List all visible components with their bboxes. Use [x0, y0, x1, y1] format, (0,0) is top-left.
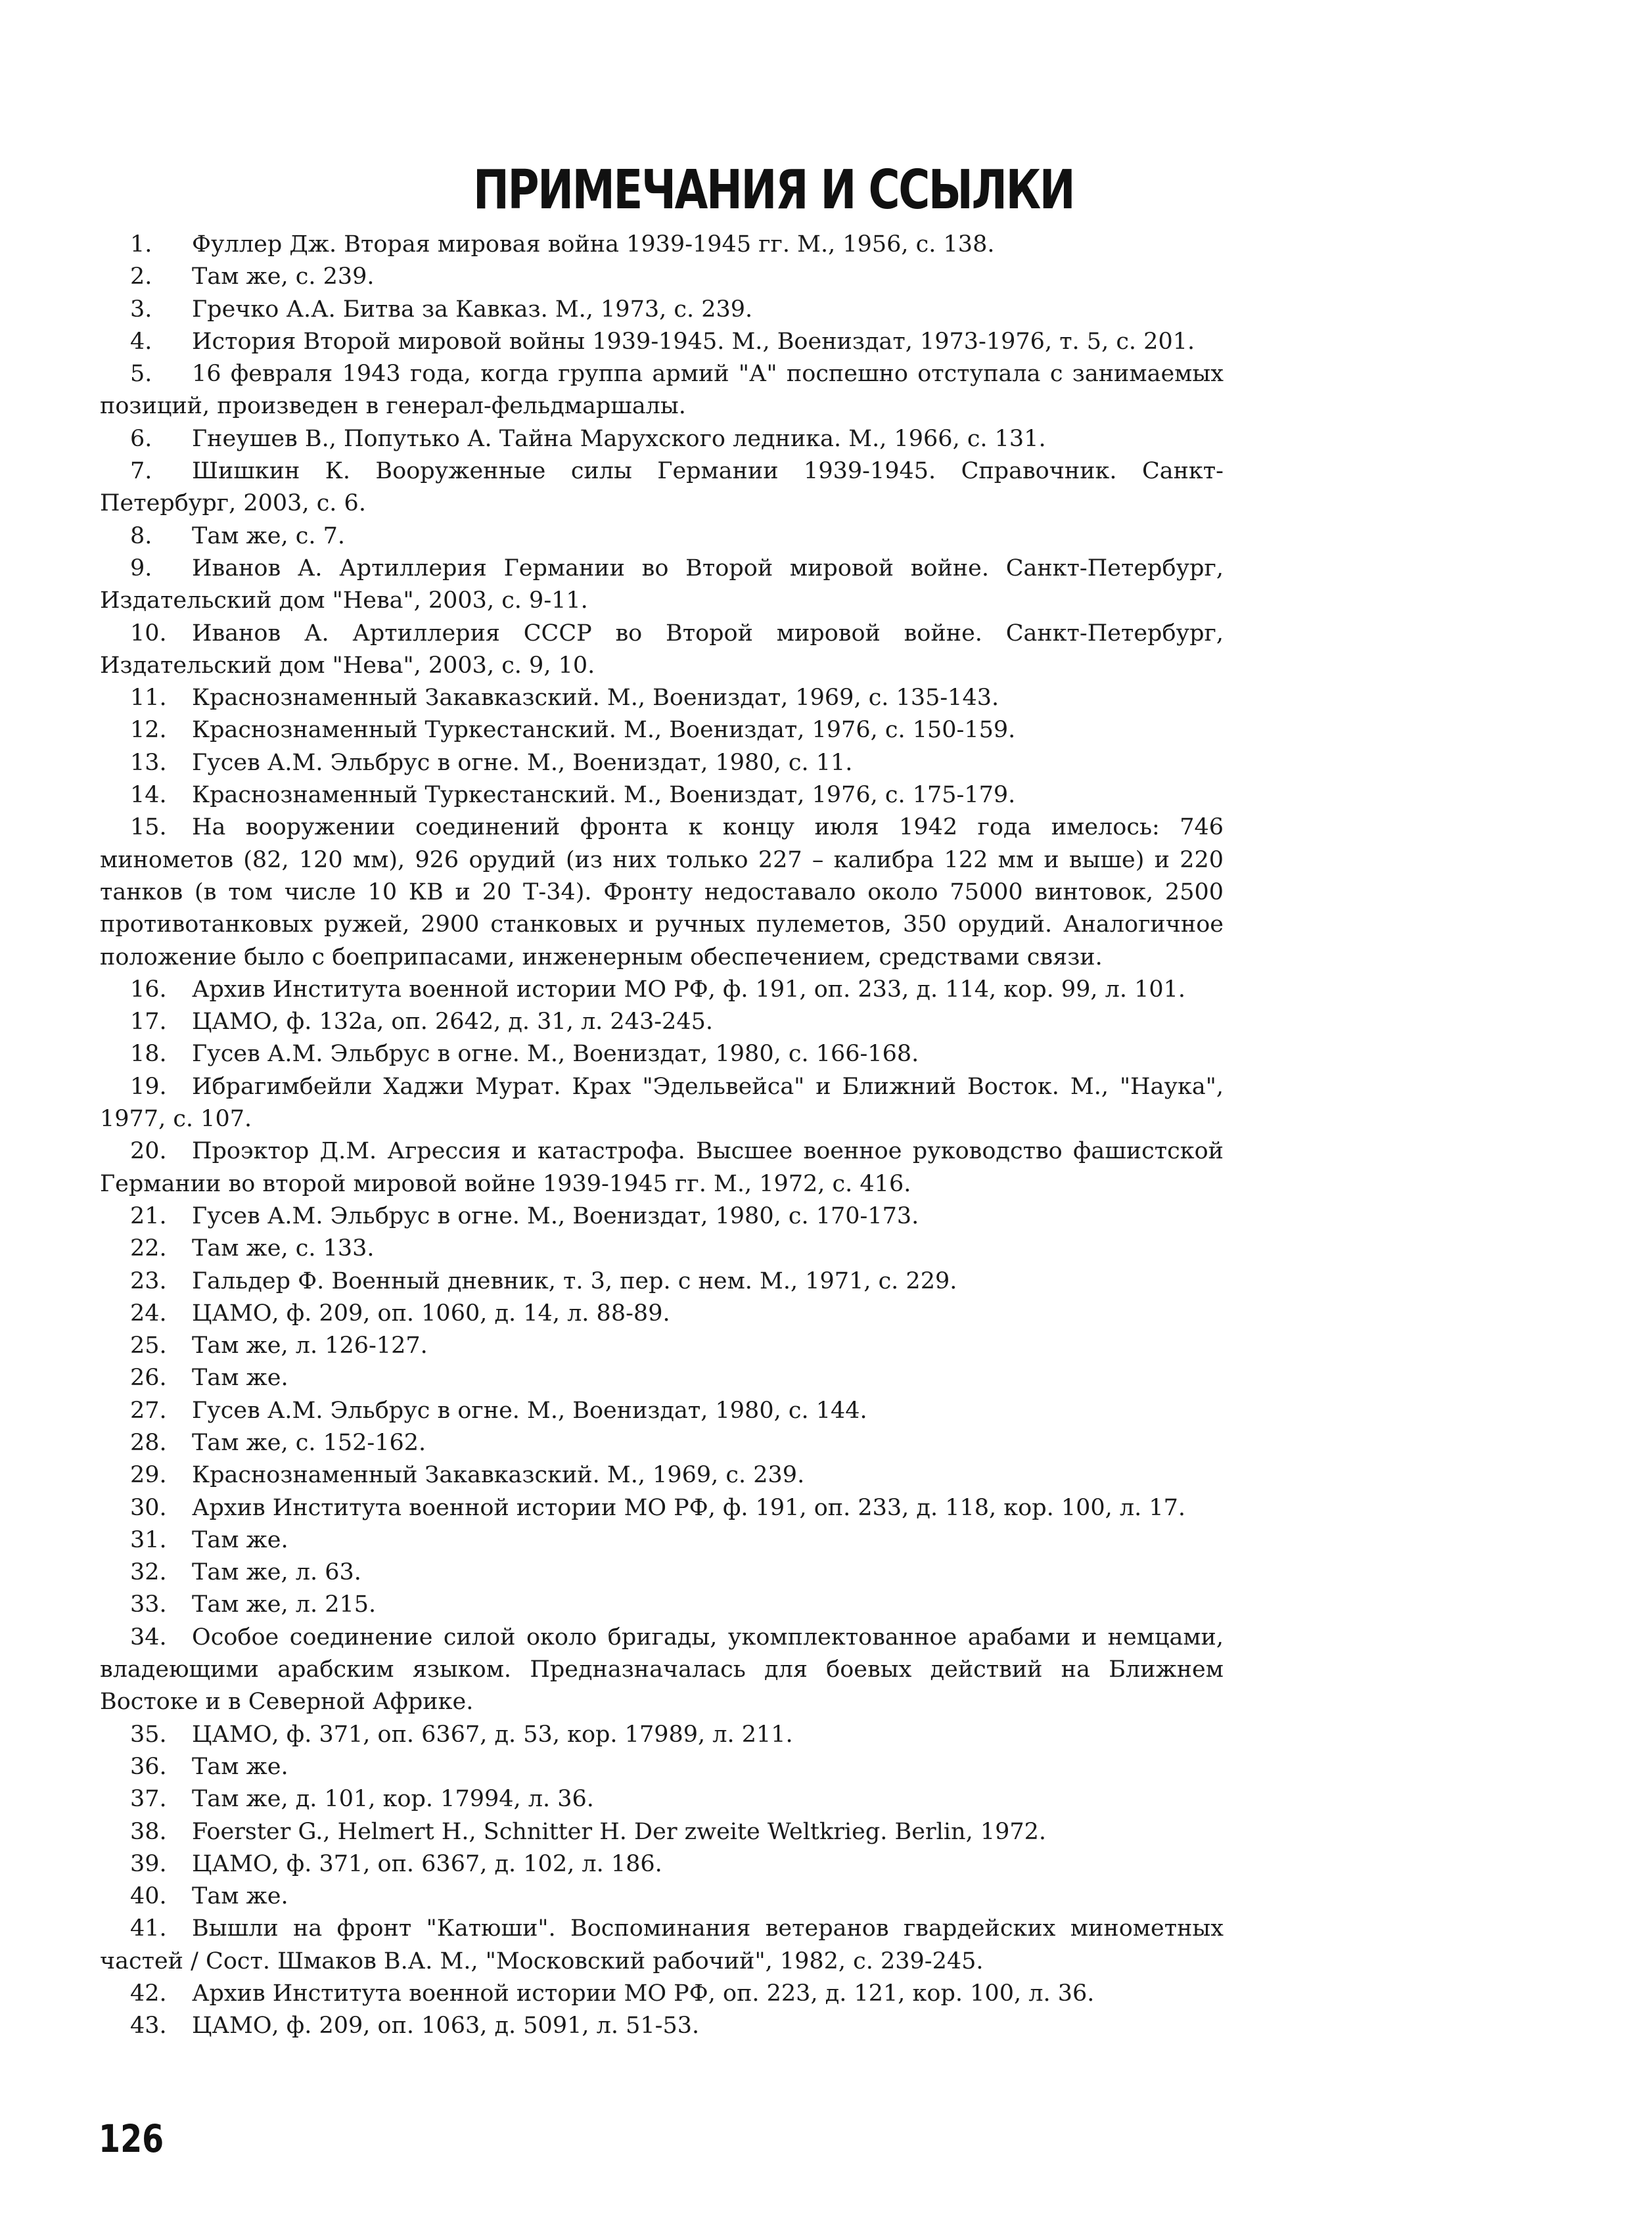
note-item	[100, 1524, 1224, 1557]
note-item	[100, 520, 1224, 553]
note-item	[100, 747, 1224, 779]
note-item	[100, 1913, 1224, 1978]
page-title: ПРИМЕЧАНИЯ И ССЫЛКИ	[473, 159, 1074, 221]
note-number: 27.	[130, 1397, 167, 1424]
note-text: Особое соединение силой около бригады, укомплектованное арабами и немцами, владеющими арабским языком. Предназначалась для боевых действий на Ближнем Востоке и в Северной Африке.	[100, 1624, 1224, 1716]
note-item	[100, 261, 1224, 293]
note-text: Foerster G., Helmert H., Schnitter H. Der zweite Weltkrieg. Berlin, 1972.	[192, 1818, 1047, 1845]
note-item	[100, 1233, 1224, 1265]
note-text: Гнеушев В., Попутько А. Тайна Марухского ледника. М., 1966, с. 131.	[192, 425, 1046, 452]
note-text: Там же.	[192, 1365, 288, 1392]
note-number: 13.	[130, 749, 167, 776]
note-item	[100, 1265, 1224, 1298]
note-item	[100, 1978, 1224, 2010]
note-number: 21.	[130, 1202, 167, 1229]
note-item	[100, 1459, 1224, 1492]
note-text: Там же, л. 126-127.	[192, 1333, 428, 1359]
note-number: 19.	[130, 1073, 167, 1100]
note-number: 5.	[130, 361, 152, 388]
note-item	[100, 1135, 1224, 1200]
note-text: Краснознаменный Туркестанский. М., Воениздат, 1976, с. 150-159.	[192, 717, 1016, 744]
note-text: История Второй мировой войны 1939-1945. М., Воениздат, 1973-1976, т. 5, с. 201.	[192, 328, 1195, 355]
note-item	[100, 455, 1224, 520]
note-item	[100, 1200, 1224, 1233]
note-item	[100, 1395, 1224, 1427]
note-number: 26.	[130, 1365, 167, 1392]
note-number: 2.	[130, 263, 152, 290]
note-number: 37.	[130, 1786, 167, 1813]
note-item	[100, 1492, 1224, 1524]
note-number: 23.	[130, 1267, 167, 1294]
note-number: 20.	[130, 1138, 167, 1165]
note-text: Фуллер Дж. Вторая мировая война 1939-1945 гг. М., 1956, с. 138.	[192, 231, 995, 258]
note-text: Там же, д. 101, кор. 17994, л. 36.	[192, 1786, 594, 1813]
note-item	[100, 1038, 1224, 1070]
note-item	[100, 811, 1224, 973]
note-number: 24.	[130, 1300, 167, 1327]
note-text: Шишкин К. Вооруженные силы Германии 1939-1945. Справочник. Санкт-Петербург, 2003, с. 6.	[100, 458, 1224, 517]
note-text: Там же, с. 152-162.	[192, 1429, 426, 1456]
note-text: ЦАМО, ф. 209, оп. 1060, д. 14, л. 88-89.	[192, 1300, 670, 1327]
note-number: 11.	[130, 685, 167, 712]
note-number: 17.	[130, 1009, 167, 1036]
note-item	[100, 1848, 1224, 1881]
note-text: Там же.	[192, 1526, 288, 1553]
note-item	[100, 423, 1224, 455]
note-item	[100, 682, 1224, 714]
note-text: На вооружении соединений фронта к концу июля 1942 года имелось: 746 минометов (82, 120 мм), 926 орудий (из них только 227 – калибра 122 мм и выше) и 220 танков (в том числе 10 КВ и 20 Т-34). Фронту недоставало около 75000 винтовок, 2500 противотанковых ружей, 2900 станковых и ручных пулеметов, 350 орудий. Аналогичное положение было с боеприпасами, инженерным обеспечением, средствами связи.	[100, 814, 1224, 970]
note-number: 18.	[130, 1041, 167, 1068]
note-number: 42.	[130, 1980, 167, 2007]
note-item	[100, 1298, 1224, 1330]
note-text: Иванов А. Артиллерия Германии во Второй мировой войне. Санкт-Петербург, Издательский дом "Нева", 2003, с. 9-11.	[100, 555, 1224, 614]
note-text: ЦАМО, ф. 132а, оп. 2642, д. 31, л. 243-245.	[192, 1009, 713, 1036]
note-text: Гусев А.М. Эльбрус в огне. М., Воениздат, 1980, с. 11.	[192, 749, 853, 776]
note-text: Там же.	[192, 1883, 288, 1910]
note-text: Там же, с. 239.	[192, 263, 375, 290]
note-text: Иванов А. Артиллерия СССР во Второй мировой войне. Санкт-Петербург, Издательский дом "Нева", 2003, с. 9, 10.	[100, 620, 1224, 679]
note-number: 8.	[130, 522, 152, 549]
note-number: 9.	[130, 555, 152, 581]
note-text: ЦАМО, ф. 371, оп. 6367, д. 53, кор. 17989, л. 211.	[192, 1721, 793, 1748]
note-text: Архив Института военной истории МО РФ, ф. 191, оп. 233, д. 118, кор. 100, л. 17.	[192, 1494, 1186, 1521]
note-item	[100, 1783, 1224, 1815]
note-number: 39.	[130, 1850, 167, 1877]
note-number: 4.	[130, 328, 152, 355]
note-item	[100, 358, 1224, 423]
note-item	[100, 326, 1224, 358]
note-number: 10.	[130, 620, 167, 647]
note-item	[100, 974, 1224, 1006]
note-text: Архив Института военной истории МО РФ, оп. 223, д. 121, кор. 100, л. 36.	[192, 1980, 1095, 2007]
note-item	[100, 2010, 1224, 2042]
note-text: Краснознаменный Закавказский. М., 1969, с. 239.	[192, 1462, 805, 1489]
note-item	[100, 1589, 1224, 1621]
note-number: 43.	[130, 2013, 167, 2040]
note-number: 14.	[130, 782, 167, 809]
page-number: 126	[99, 2116, 164, 2161]
note-number: 1.	[130, 231, 152, 258]
note-text: Краснознаменный Закавказский. М., Воениздат, 1969, с. 135-143.	[192, 685, 999, 712]
note-item	[100, 1006, 1224, 1038]
note-number: 32.	[130, 1559, 167, 1586]
note-text: Там же.	[192, 1753, 288, 1780]
note-item	[100, 1330, 1224, 1362]
note-item	[100, 1622, 1224, 1719]
note-item	[100, 714, 1224, 746]
note-text: Гусев А.М. Эльбрус в огне. М., Воениздат, 1980, с. 144.	[192, 1397, 867, 1424]
note-text: 16 февраля 1943 года, когда группа армий "А" поспешно отступала с занимаемых позиций, произведен в генерал-фельдмаршалы.	[100, 361, 1224, 420]
note-item	[100, 1881, 1224, 1913]
note-item	[100, 1427, 1224, 1459]
note-number: 6.	[130, 425, 152, 452]
note-number: 30.	[130, 1494, 167, 1521]
note-text: Проэктор Д.М. Агрессия и катастрофа. Высшее военное руководство фашистской Германии во второй мировой войне 1939-1945 гг. М., 1972, с. 416.	[100, 1138, 1224, 1197]
note-item	[100, 1816, 1224, 1848]
note-number: 36.	[130, 1753, 167, 1780]
note-number: 22.	[130, 1235, 167, 1262]
note-text: Там же, л. 215.	[192, 1591, 377, 1618]
note-item	[100, 1071, 1224, 1136]
note-number: 40.	[130, 1883, 167, 1910]
note-item	[100, 1719, 1224, 1751]
note-number: 15.	[130, 814, 167, 841]
note-text: Архив Института военной истории МО РФ, ф. 191, оп. 233, д. 114, кор. 99, л. 101.	[192, 976, 1186, 1003]
note-number: 31.	[130, 1526, 167, 1553]
note-number: 12.	[130, 717, 167, 744]
note-item	[100, 294, 1224, 326]
note-text: Вышли на фронт "Катюши". Воспоминания ветеранов гвардейских минометных частей / Сост. Шмаков В.А. М., "Московский рабочий", 1982, с. 239-245.	[100, 1915, 1224, 1974]
notes-list	[100, 229, 1224, 2043]
note-text: Гусев А.М. Эльбрус в огне. М., Воениздат, 1980, с. 166-168.	[192, 1041, 919, 1068]
note-text: ЦАМО, ф. 209, оп. 1063, д. 5091, л. 51-53.	[192, 2013, 700, 2040]
note-text: Там же, с. 7.	[192, 522, 345, 549]
note-number: 16.	[130, 976, 167, 1003]
note-number: 7.	[130, 458, 152, 485]
note-text: Гальдер Ф. Военный дневник, т. 3, пер. с нем. М., 1971, с. 229.	[192, 1267, 957, 1294]
note-number: 41.	[130, 1915, 167, 1942]
note-text: Краснознаменный Туркестанский. М., Воениздат, 1976, с. 175-179.	[192, 782, 1016, 809]
note-item	[100, 553, 1224, 618]
note-number: 3.	[130, 296, 152, 323]
note-item	[100, 229, 1224, 261]
note-item	[100, 618, 1224, 683]
note-number: 29.	[130, 1462, 167, 1489]
note-number: 25.	[130, 1333, 167, 1359]
note-item	[100, 1751, 1224, 1783]
note-text: ЦАМО, ф. 371, оп. 6367, д. 102, л. 186.	[192, 1850, 662, 1877]
note-number: 35.	[130, 1721, 167, 1748]
note-text: Гусев А.М. Эльбрус в огне. М., Воениздат, 1980, с. 170-173.	[192, 1202, 919, 1229]
note-text: Ибрагимбейли Хаджи Мурат. Крах "Эдельвейса" и Ближний Восток. М., "Наука", 1977, с. 107.	[100, 1073, 1224, 1133]
note-text: Гречко А.А. Битва за Кавказ. М., 1973, с. 239.	[192, 296, 753, 323]
note-number: 38.	[130, 1818, 167, 1845]
note-item	[100, 779, 1224, 811]
note-number: 34.	[130, 1624, 167, 1651]
note-text: Там же, л. 63.	[192, 1559, 361, 1586]
note-text: Там же, с. 133.	[192, 1235, 375, 1262]
note-item	[100, 1362, 1224, 1394]
note-number: 33.	[130, 1591, 167, 1618]
note-number: 28.	[130, 1429, 167, 1456]
note-item	[100, 1557, 1224, 1589]
